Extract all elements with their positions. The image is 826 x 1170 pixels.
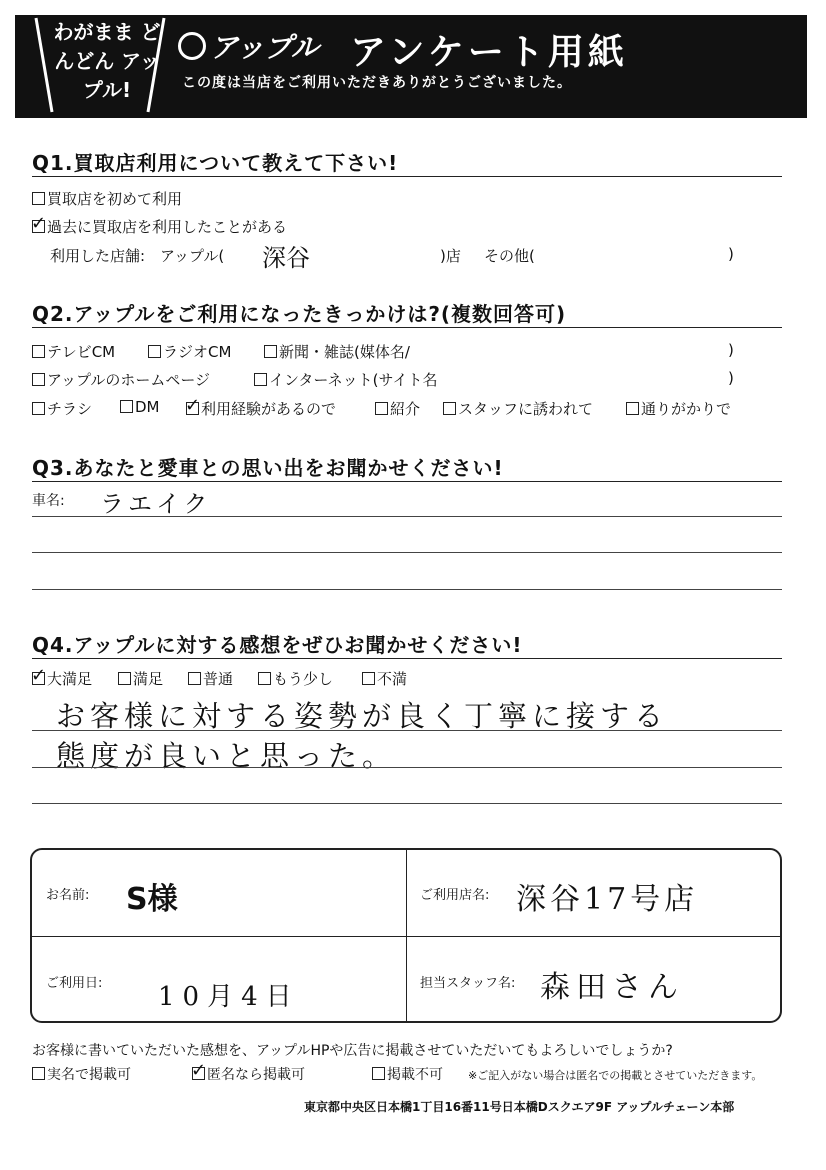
staff-label: 担当スタッフ名: [420,976,516,991]
q2-option-experience[interactable] [185,395,337,419]
option-label: 満足 [133,670,164,688]
q2-option-flyer[interactable] [32,398,92,419]
q3-car-handwritten: ラエイク [100,490,212,518]
q3-write-line [32,589,782,590]
checkbox[interactable] [258,672,271,685]
option-label: チラシ [47,400,93,418]
option-label: 匿名なら掲載可 [207,1067,305,1083]
option-label: もう少し [273,670,334,688]
q1-option-first-time[interactable] [32,188,182,209]
checkbox[interactable] [362,672,375,685]
checkbox[interactable] [375,402,388,415]
q4-rule [32,658,782,659]
q1-store-handwritten: 深谷 [262,244,310,272]
q2-option-radio[interactable] [148,341,231,362]
q2-option-staff[interactable] [443,398,593,419]
checkbox[interactable] [372,1067,385,1080]
checkbox[interactable] [32,402,45,415]
consent-option-real-name[interactable] [32,1064,131,1084]
q4-write-line [32,767,782,768]
checkbox[interactable] [32,345,45,358]
date-label: ご利用日: [46,976,103,991]
q2-option-referral[interactable] [375,398,420,419]
date-value-handwritten: 10月4日 [158,982,300,1012]
checkbox-checked[interactable] [31,665,47,686]
option-label: 新聞・雑誌(媒体名/ [279,343,410,361]
checkbox-checked[interactable] [191,1060,207,1081]
check-mark-icon: ✓ [191,1060,207,1081]
checkbox[interactable] [120,400,133,413]
q4-write-line [32,730,782,731]
staff-value-handwritten: 森田さん [540,970,684,1005]
option-label: 買取店を初めて利用 [47,190,183,208]
option-label: インターネット(サイト名 [269,371,438,389]
store-value-handwritten: 深谷17号店 [516,882,699,917]
q4-rating-satisfied[interactable] [118,668,163,689]
store-label: ご利用店名: [420,888,490,903]
consent-note: ※ご記入がない場合は匿名での掲載とさせていただきます。 [468,1069,763,1082]
q2-rule [32,327,782,328]
q2-option-newspaper[interactable] [264,341,410,362]
option-label: 大満足 [47,670,93,688]
q1-other-close: ) [728,245,734,263]
option-label: 過去に買取店を利用したことがある [47,218,288,236]
footer-address: 東京都中央区日本橋1丁目16番11号日本橋Dスクエア9F アップルチェーン本部 [304,1100,735,1114]
q2-row1-close: ) [728,341,734,359]
checkbox[interactable] [32,373,45,386]
option-label: 通りがかりで [641,400,732,418]
option-label: ラジオCM [163,343,232,361]
form-title: アンケート用紙 [350,32,628,73]
checkbox[interactable] [32,1067,45,1080]
q4-comment-line2: 態度が良いと思った。 [56,739,397,773]
q1-other-label: その他( [484,247,535,265]
check-mark-icon: ✓ [31,665,47,686]
consent-question: お客様に書いていただいた感想を、アップルHPや広告に掲載させていただいてもよろしいでしょうか? [32,1043,673,1059]
q3-car-label: 車名: [32,493,65,509]
consent-option-anonymous[interactable] [191,1060,305,1084]
checkbox[interactable] [254,373,267,386]
checkbox[interactable] [32,192,45,205]
q4-write-line [32,803,782,804]
check-mark-icon: ✓ [185,395,201,416]
q1-store-suffix: )店 [440,247,461,265]
option-label: DM [135,398,160,416]
q4-rating-very-satisfied[interactable] [31,665,93,689]
option-label: 紹介 [390,400,421,418]
thanks-text: この度は当店をご利用いただきありがとうございました。 [182,75,572,91]
checkbox[interactable] [626,402,639,415]
logo-icon [178,32,206,60]
q4-rating-average[interactable] [188,668,233,689]
checkbox[interactable] [443,402,456,415]
q1-option-used-before[interactable] [31,213,288,237]
checkbox[interactable] [148,345,161,358]
option-label: アップルのホームページ [47,371,211,389]
badge-text: わがまま どんどん アップル! [53,20,161,102]
checkbox[interactable] [118,672,131,685]
name-label: お名前: [46,888,90,903]
q1-heading: Q1.買取店利用について教えて下さい! [32,151,399,175]
q3-write-line [32,516,782,517]
logo-text: アップル [210,31,319,64]
q3-rule [32,481,782,482]
option-label: 掲載不可 [387,1067,443,1083]
q2-option-passing[interactable] [626,398,731,419]
checkbox[interactable] [264,345,277,358]
q3-heading: Q3.あなたと愛車との思い出をお聞かせください! [32,456,504,480]
consent-option-no[interactable] [372,1064,443,1084]
option-label: テレビCM [47,343,116,361]
checkbox-checked[interactable] [31,213,47,234]
q4-rating-dissatisfied[interactable] [362,668,407,689]
checkbox-checked[interactable] [185,395,201,416]
q2-option-internet[interactable] [254,369,437,390]
q2-option-tv[interactable] [32,341,115,362]
q1-store-prefix: 利用した店舗: アップル( [50,247,225,265]
q4-rating-could-improve[interactable] [258,668,333,689]
checkbox[interactable] [188,672,201,685]
q1-rule [32,176,782,177]
option-label: 実名で掲載可 [47,1067,131,1083]
name-value: S様 [126,882,178,917]
q2-option-homepage[interactable] [32,369,210,390]
q2-row2-close: ) [728,369,734,387]
check-mark-icon: ✓ [31,213,47,234]
q2-option-dm[interactable] [120,398,160,416]
q4-heading: Q4.アップルに対する感想をぜひお聞かせください! [32,633,523,657]
q2-heading: Q2.アップルをご利用になったきっかけは?(複数回答可) [32,302,567,326]
q4-comment-line1: お客様に対する姿勢が良く丁寧に接する [56,699,669,733]
option-label: 利用経験があるので [201,400,337,418]
option-label: 普通 [203,670,234,688]
option-label: スタッフに誘われて [458,400,594,418]
option-label: 不満 [377,670,408,688]
info-table-divider-v [406,848,407,1023]
q3-write-line [32,552,782,553]
